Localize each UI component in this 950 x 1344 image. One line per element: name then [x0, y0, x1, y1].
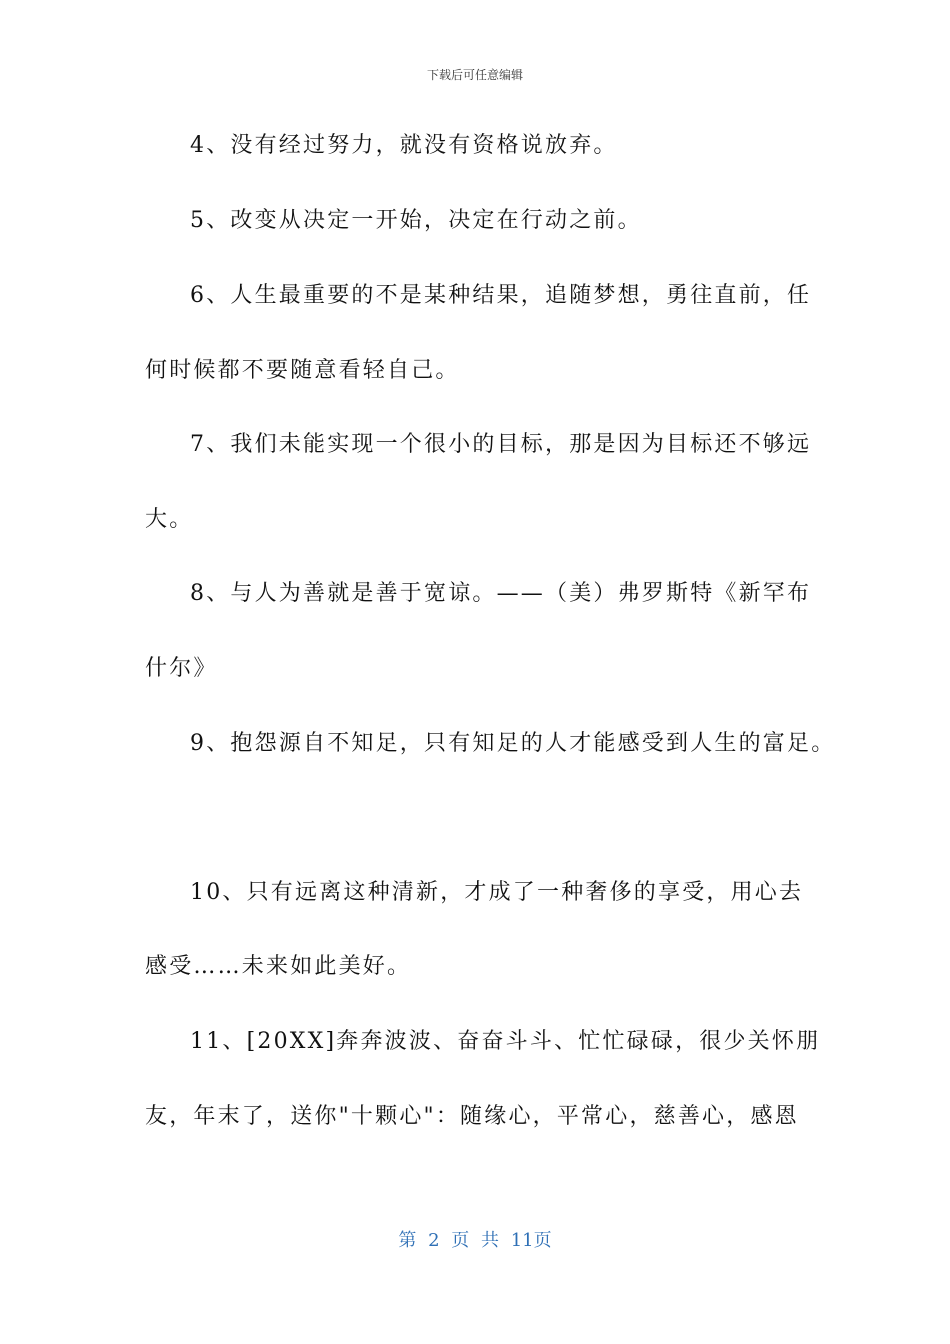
page-number: 第 2 页 共 11页 [398, 1230, 552, 1251]
paragraph-line: 何时候都不要随意看轻自己。 [145, 358, 460, 383]
page-header: 下载后可任意编辑 [426, 68, 523, 82]
paragraph-line: 4、没有经过努力，就没有资格说放弃。 [190, 133, 618, 158]
paragraph-line: 大。 [145, 507, 194, 532]
paragraph-line: 6、人生最重要的不是某种结果，追随梦想，勇往直前，任 [190, 283, 812, 308]
paragraph-line: 5、改变从决定一开始，决定在行动之前。 [190, 208, 642, 233]
paragraph-line: 什尔》 [145, 656, 218, 681]
paragraph-line: 8、与人为善就是善于宽谅。——（美）弗罗斯特《新罕布 [190, 581, 812, 606]
paragraph-line: 10、只有远离这种清新，才成了一种奢侈的享受，用心去 [190, 880, 804, 905]
paragraph-line: 友，年末了，送你"十颗心"：随缘心，平常心，慈善心，感恩 [145, 1104, 799, 1129]
paragraph-line: 9、抱怨源自不知足，只有知足的人才能感受到人生的富足。 [190, 731, 836, 756]
paragraph-line: 7、我们未能实现一个很小的目标，那是因为目标还不够远 [190, 432, 812, 457]
paragraph-line: 11、[20XX]奔奔波波、奋奋斗斗、忙忙碌碌，很少关怀朋 [190, 1029, 821, 1054]
paragraph-line: 感受……未来如此美好。 [145, 954, 412, 979]
